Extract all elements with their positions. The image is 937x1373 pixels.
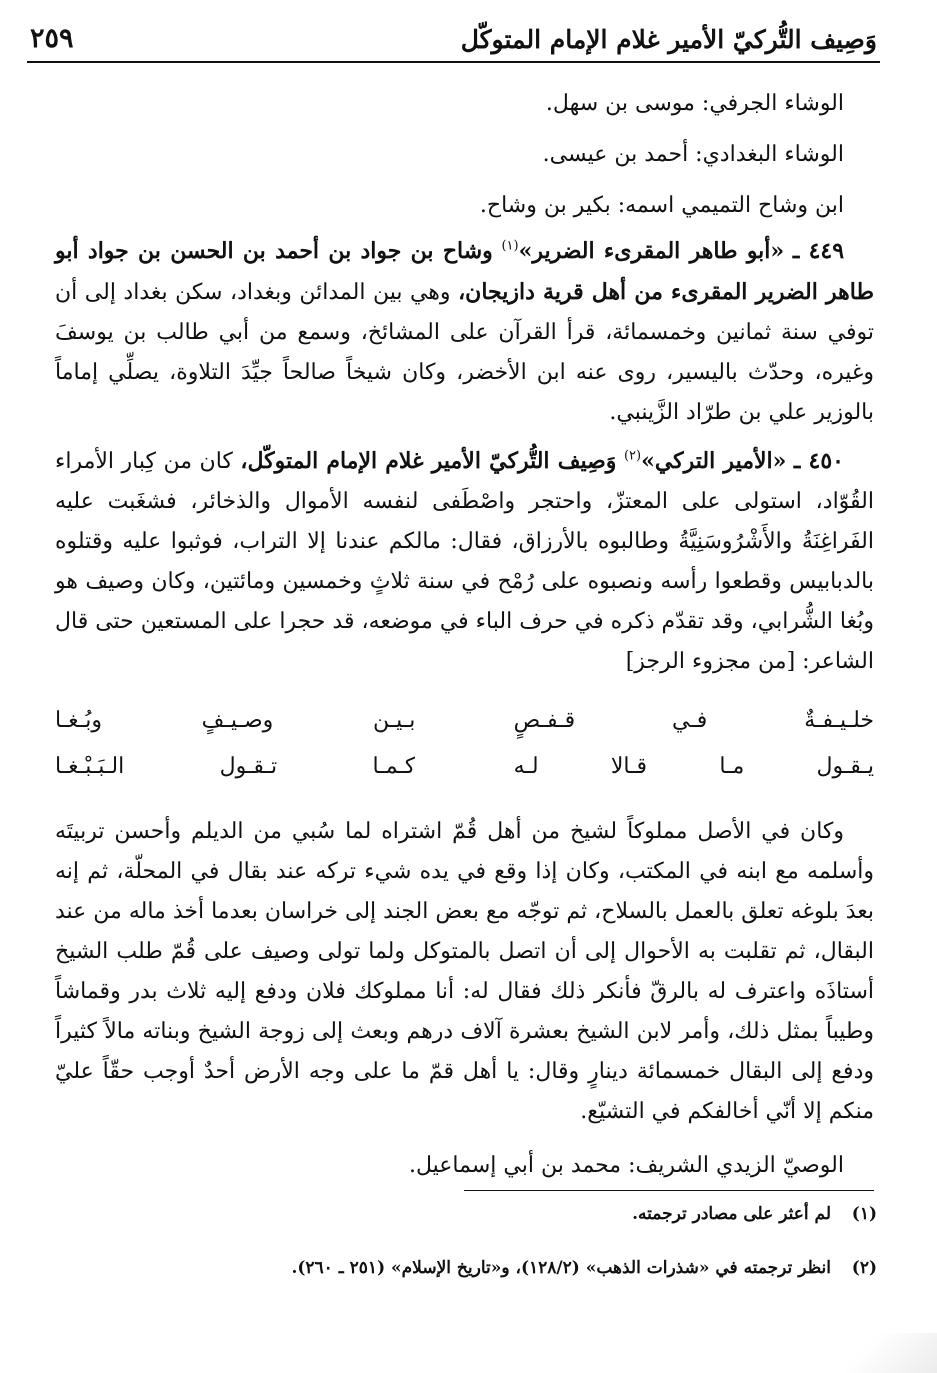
- entry-heading: «أبو طاهر المقرىء الضرير»: [518, 238, 785, 264]
- running-title: وَصِيف التُّركيّ الأمير غلام الإمام المتوكّل: [460, 25, 877, 54]
- entry-450: [55, 441, 874, 682]
- entry-name: وَصِيف التُّركيّ الأمير غلام الإمام المتوكّل،: [240, 448, 617, 474]
- cross-reference-entry: ابن وشاح التميمي اسمه: بكير بن وشاح.: [479, 193, 844, 218]
- cross-reference-entry: الوصيّ الزيدي الشريف: محمد بن أبي إسماعيل.: [409, 1153, 844, 1178]
- poem-verse: [55, 744, 874, 790]
- poem-hemistich-first: خلـيـفـةٌ فـي قـفـصٍ: [513, 708, 874, 733]
- page-corner-shading: [817, 1333, 937, 1373]
- entry-text: وهي بين المدائن وبغداد، سكن بغداد إلى أن توفي سنة ثمانين وخمسمائة، قرأ القرآن على المشائخ، وسمع من أبي طالب بن يوسفَ وغيره، وحدّث باليسير، روى عنه ابن الأخضر، وكان شيخاً صالحاً جيِّدَ التلاوة، يصلِّي إماماً بالوزير علي بن طرّاد الزَّينبي.: [55, 280, 874, 425]
- cross-reference-entry: الوشاء البغدادي: أحمد بن عيسى.: [542, 142, 844, 167]
- entry-name: وشاح بن جواد بن أحمد بن الحسن بن جواد أبو طاهر الضرير المقرىء من أهل قرية دازيجان،: [55, 238, 875, 305]
- footnotes: [55, 1200, 877, 1308]
- footnote: [55, 1200, 877, 1228]
- entry-text: كان من كِبار الأمراء القُوّاد، استولى على المعتزّ، واحتجر واصْطَفى لنفسه الأموال والذخائر، فشغَبت عليه الفَراغِنَةُ والأَشْرُوسَنِيَّةُ وطالبوه بالأرزاق، فقال: مالكم عندنا إلا التراب، فوثبوا عليه وقتلوه بالدبابيس وقطعوا رأسه ونصبوه على رُمْح في سنة ثلاثٍ وخمسين ومائتين، وكان وصيف هو وبُغا الشُّرابي، وقد تقدّم ذكره في حرف الباء في موضعه، قد حجرا على المستعين حتى قال الشاعر: [من مجزوء الرجز]: [55, 449, 874, 674]
- footnote-text: لم أعثر على مصادر ترجمته.: [632, 1204, 831, 1224]
- footnote: [55, 1254, 877, 1282]
- footnote-reference: (١): [501, 238, 519, 254]
- main-text: [55, 78, 874, 1191]
- footnote-separator: [464, 1190, 874, 1191]
- entry-449: [55, 231, 874, 433]
- footnote-text: انظر ترجمته في «شذرات الذهب» (١٢٨/٢)، و«تاريخ الإسلام» (٢٥١ ـ ٢٦٠).: [291, 1258, 831, 1278]
- entry-heading: «الأمير التركي»: [641, 448, 787, 474]
- entry-number: ٤٥٠ ـ: [793, 448, 844, 474]
- body-paragraph: وكان في الأصل مملوكاً لشيخ من أهل قُمّ اشتراه لما سُبي من الديلم وأحسن تربيتَه وأسلمه مع ابنه في المكتب، وكان إذا وقع في يده شيء تركه عند بقال في المحلّة، ثم إنه بعدَ بلوغه تعلق بالعمل بالسلاح، ثم توجّه مع بعض الجند إلى خراسان بعدما أخذ ماله من عند البقال، ثم تقلبت به الأحوال إلى أن اتصل بالمتوكل ولما تولى وصيف على قُمّ طلب الشيخ أستاذَه واعترف له بالرقّ فأنكر ذلك فقال له: أنا مملوكك فلان ودفع إليه ثلاث بدر وقماشاً وطيباً بمثل ذلك، وأمر لابن الشيخ بعشرة آلاف درهم وبعث إلى زوجة الشيخ وبناته مالاً كثيراً ودفع إلى البقال خمسمائة دينارٍ وقال: يا أهل قمّ ما على وجه الأرض أحدٌ أوجب حقّاً عليّ منكم إلا أنّي أخالفكم في التشيّع.: [55, 819, 874, 1124]
- poem: [55, 698, 874, 790]
- footnote-number: (١): [851, 1204, 877, 1224]
- page-number: ٢٥٩: [30, 23, 74, 54]
- footnote-reference: (٢): [623, 448, 642, 464]
- poem-hemistich-second: بـيـن وصـيـفٍ وبُـغـا: [55, 708, 416, 733]
- running-header: [30, 12, 877, 54]
- cross-reference-entry: الوشاء الجرفي: موسى بن سهل.: [545, 91, 844, 116]
- poem-verse: [55, 698, 874, 744]
- poem-hemistich-first: يـقـول مـا قـالا لـه: [513, 754, 874, 779]
- footnote-number: (٢): [851, 1258, 877, 1278]
- entry-number: ٤٤٩ ـ: [792, 238, 845, 264]
- poem-hemistich-second: كـمـا تـقـول الـبَـبْـغـا: [55, 754, 416, 779]
- header-rule: [27, 61, 880, 63]
